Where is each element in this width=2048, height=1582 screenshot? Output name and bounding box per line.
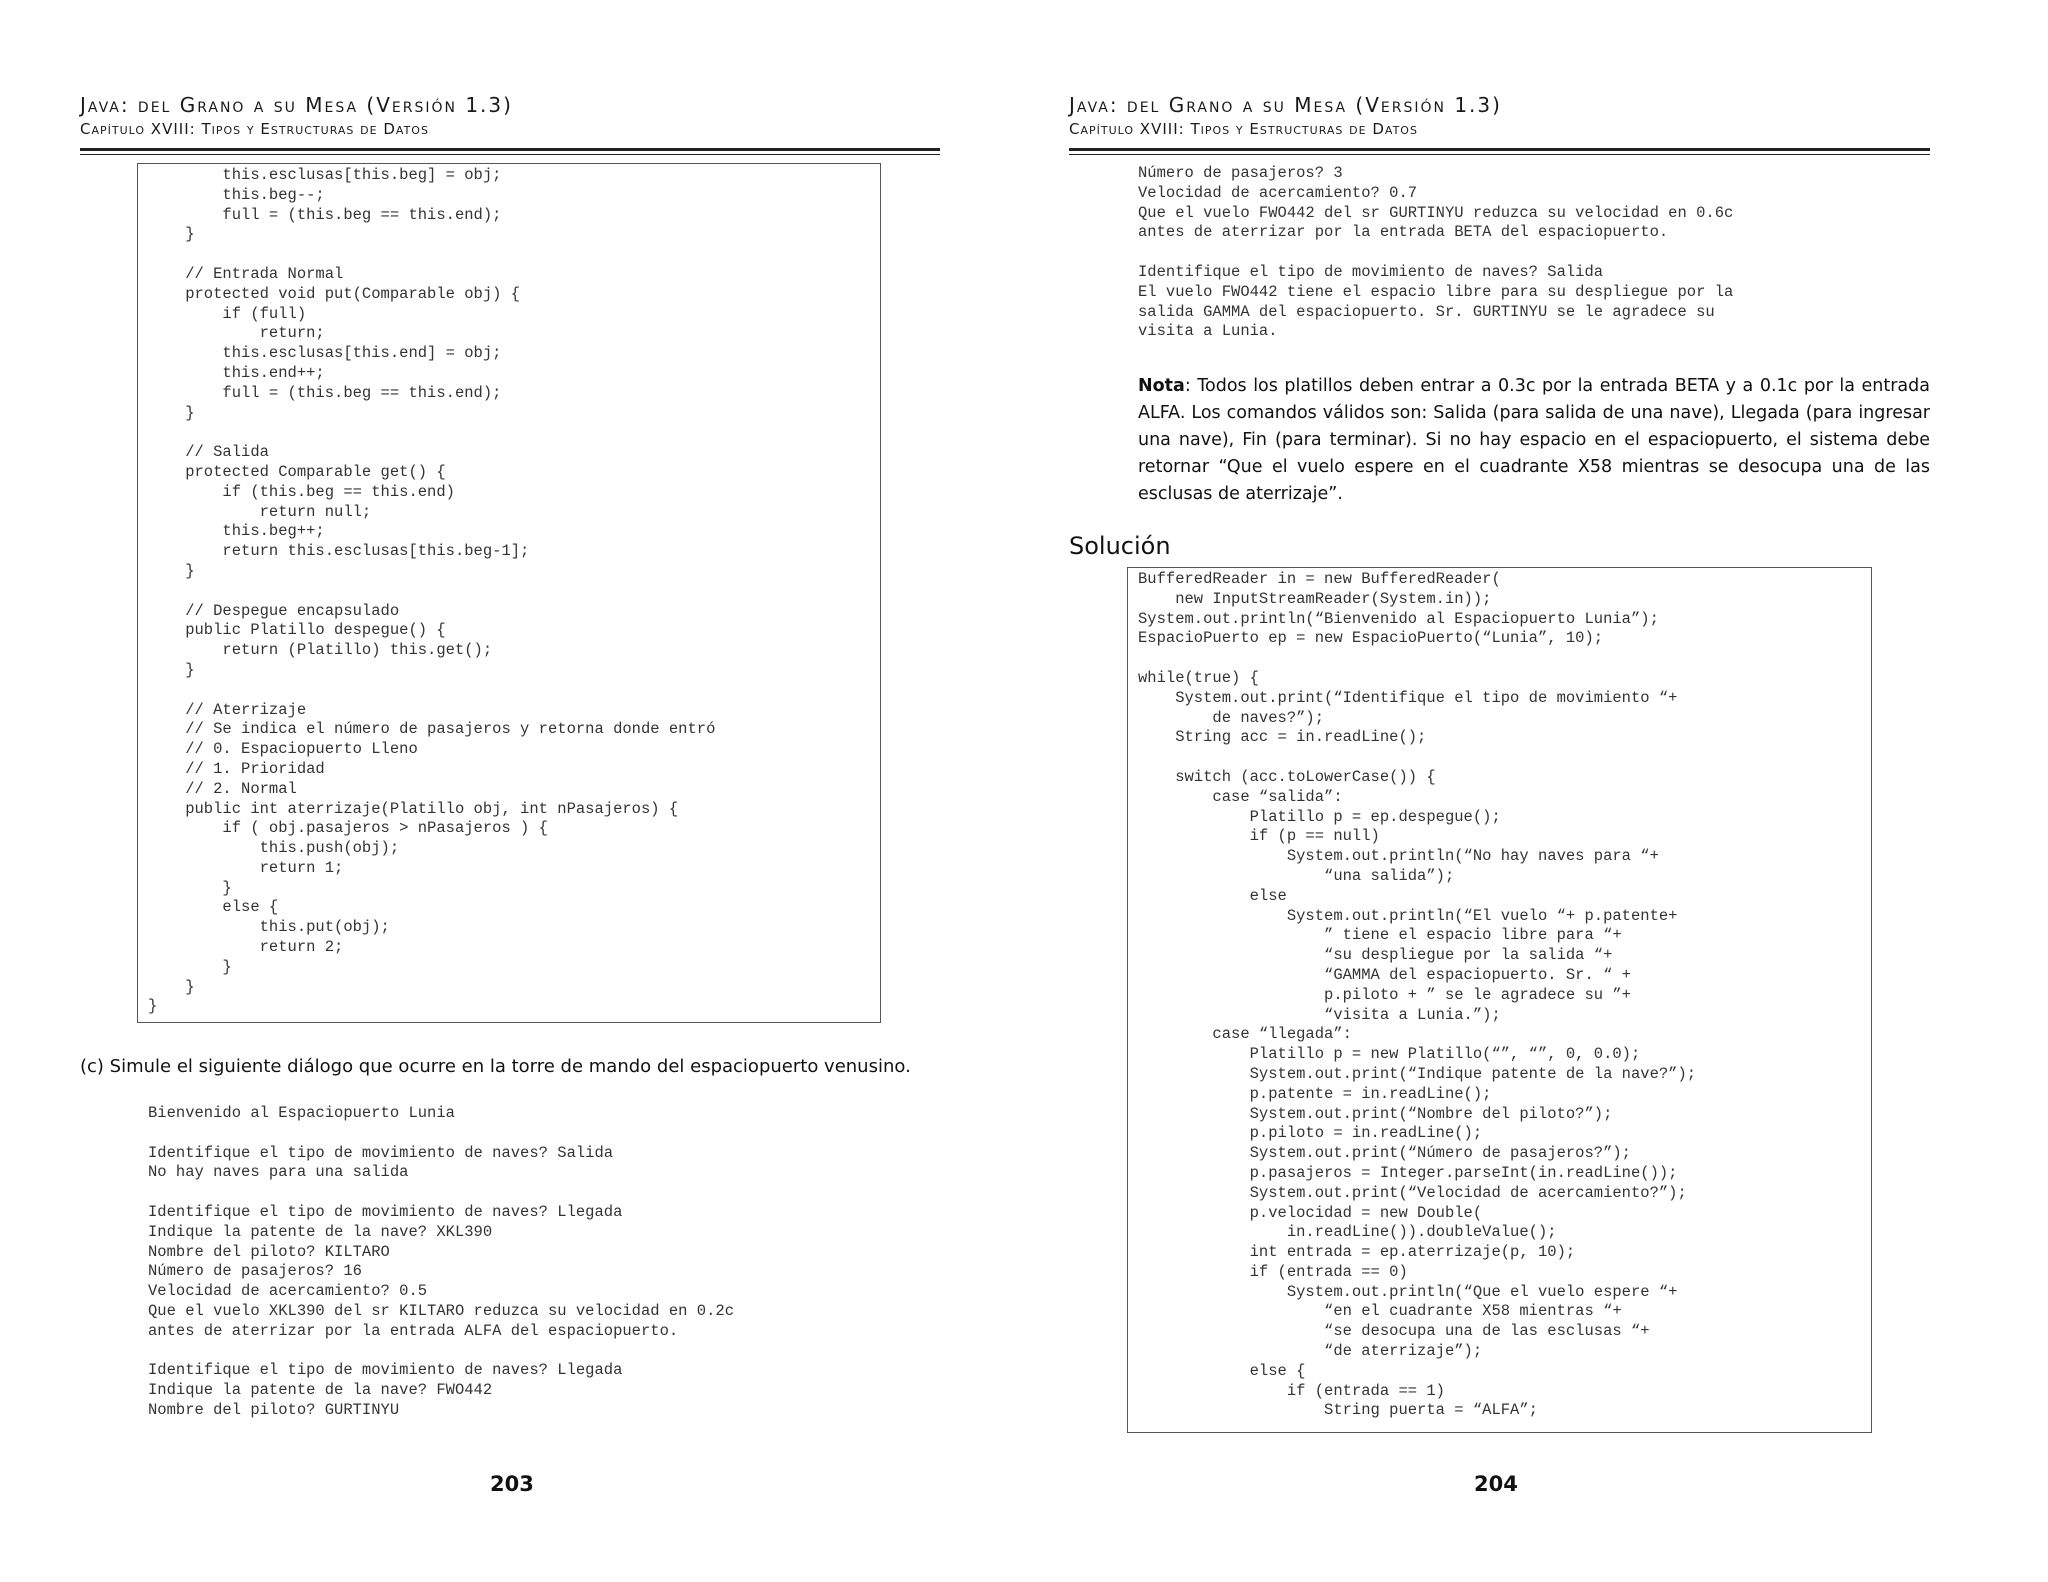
- exercise-item-c: (c) Simule el siguiente diálogo que ocurre en la torre de mando del espaciopuerto venusino.: [80, 1056, 911, 1077]
- page-number: 204: [1474, 1472, 1518, 1496]
- note-paragraph: [1138, 373, 1930, 508]
- page-number: 203: [490, 1472, 534, 1496]
- dialog-transcript-continued: Número de pasajeros? 3 Velocidad de acercamiento? 0.7 Que el vuelo FWO442 del sr GURTINYU reduzca su velocidad en 0.6c antes de aterrizar por la entrada BETA del espaciopuerto. Identifique el tipo de movimiento de naves? Salida El vuelo FWO442 tiene el espacio libre para su despliegue por la salida GAMMA del espaciopuerto. Sr. GURTINYU se le agradece su visita a Lunia.: [1138, 164, 1734, 341]
- header-rule: [80, 148, 940, 151]
- header-rule-thin: [80, 154, 940, 155]
- header-rule: [1069, 148, 1930, 151]
- note-label: Nota: [1138, 376, 1185, 396]
- dialog-transcript: Bienvenido al Espaciopuerto Lunia Identifique el tipo de movimiento de naves? Salida No hay naves para una salida Identifique el tipo de movimiento de naves? Llegada Indique la patente de la nave? XKL390 Nombre del piloto? KILTARO Número de pasajeros? 16 Velocidad de acercamiento? 0.5 Que el vuelo XKL390 del sr KILTARO reduzca su velocidad en 0.2c antes de aterrizar por la entrada ALFA del espaciopuerto. Identifique el tipo de movimiento de naves? Llegada Indique la patente de la nave? FWO442 Nombre del piloto? GURTINYU: [148, 1104, 734, 1419]
- right-page: [1000, 0, 2048, 1582]
- running-chapter: Capítulo XVIII: Tipos y Estructuras de Datos: [80, 120, 429, 138]
- note-text: : Todos los platillos deben entrar a 0.3c por la entrada BETA y a 0.1c por la entrada ALFA. Los comandos válidos son: Salida (para salida de una nave), Llegada (para ingresar una nave), Fin (para terminar). Si no hay espacio en el espaciopuerto, el sistema debe retornar “Que el vuelo espere en el cuadrante X58 mientras se desocupa una de las esclusas de aterrizaje”.: [1138, 376, 1930, 504]
- solution-code: BufferedReader in = new BufferedReader( new InputStreamReader(System.in)); System.out.println(“Bienvenido al Espaciopuerto Lunia”); EspacioPuerto ep = new EspacioPuerto(“Lunia”, 10); while(true) { System.out.print(“Identifique el tipo de movimiento “+ de naves?”); String acc = in.readLine(); switch (acc.toLowerCase()) { case “salida”: Platillo p = ep.despegue(); if (p == null) System.out.println(“No hay naves para “+ “una salida”); else System.out.println(“El vuelo “+ p.patente+ ” tiene el espacio libre para “+ “su despliegue por la salida “+ “GAMMA del espaciopuerto. Sr. “ + p.piloto + ” se le agradece su ”+ “visita a Lunia.”); case “llegada”: Platillo p = new Platillo(“”, “”, 0, 0.0); System.out.print(“Indique patente de la nave?”); p.patente = in.readLine(); System.out.print(“Nombre del piloto?”); p.piloto = in.readLine(); System.out.print(“Número de pasajeros?”); p.pasajeros = Integer.parseInt(in.readLine()); System.out.print(“Velocidad de acercamiento?”); p.velocidad = new Double( in.readLine()).doubleValue(); int entrada = ep.aterrizaje(p, 10); if (entrada == 0) System.out.println(“Que el vuelo espere “+ “en el cuadrante X58 mientras “+ “se desocupa una de las esclusas “+ “de aterrizaje”); else { if (entrada == 1) String puerta = “ALFA”;: [1138, 570, 1697, 1420]
- code-listing: this.esclusas[this.beg] = obj; this.beg--; full = (this.beg == this.end); } // Entrada Normal protected void put(Comparable obj) { if (full) return; this.esclusas[this.end] = obj; this.end++; full = (this.beg == this.end); } // Salida protected Comparable get() { if (this.beg == this.end) return null; this.beg++; return this.esclusas[this.beg-1]; } // Despegue encapsulado public Platillo despegue() { return (Platillo) this.get(); } // Aterrizaje // Se indica el número de pasajeros y retorna donde entró // 0. Espaciopuerto Lleno // 1. Prioridad // 2. Normal public int aterrizaje(Platillo obj, int nPasajeros) { if ( obj.pasajeros > nPasajeros ) { this.push(obj); return 1; } else { this.put(obj); return 2; } } }: [148, 166, 716, 1016]
- running-chapter: Capítulo XVIII: Tipos y Estructuras de Datos: [1069, 120, 1418, 138]
- running-title: Java: del Grano a su Mesa (Versión 1.3): [80, 93, 513, 117]
- running-title: Java: del Grano a su Mesa (Versión 1.3): [1069, 93, 1502, 117]
- left-page: [0, 0, 1000, 1582]
- section-heading: Solución: [1069, 532, 1171, 560]
- header-rule-thin: [1069, 154, 1930, 155]
